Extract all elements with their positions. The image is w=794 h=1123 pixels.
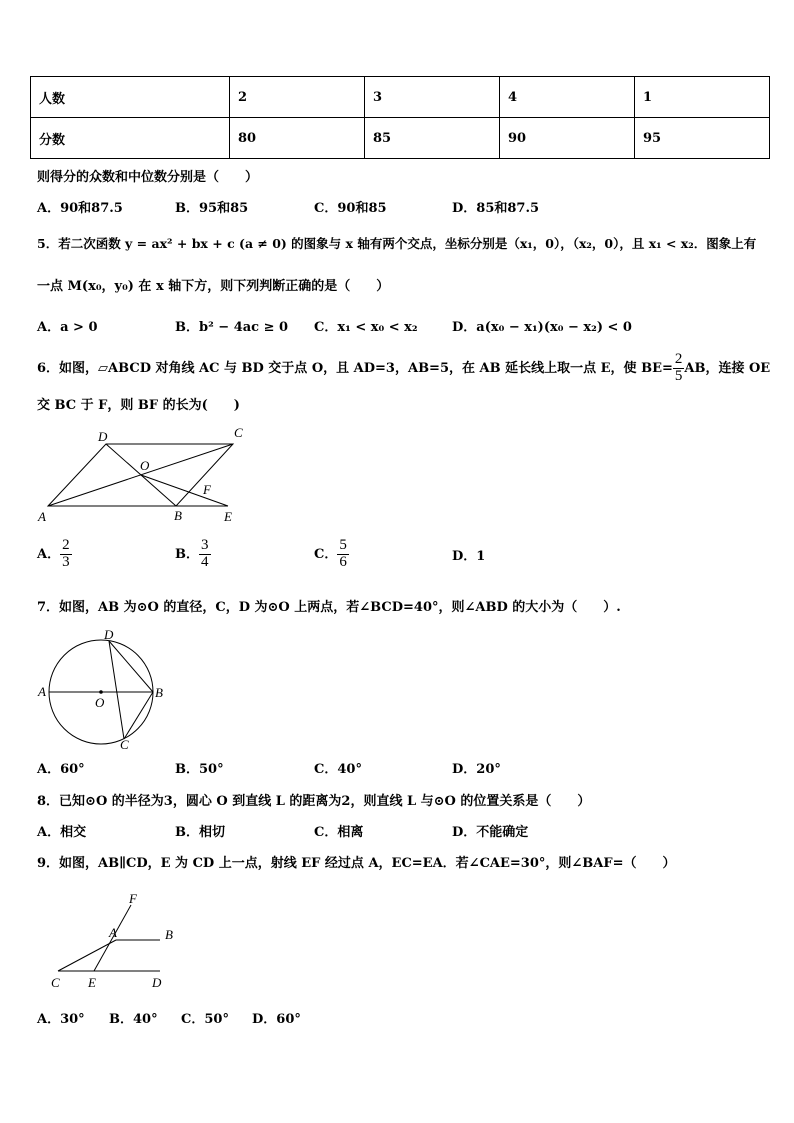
q8-option-a: A．相交 xyxy=(37,825,87,840)
table-cell: 4 xyxy=(500,77,635,118)
label-b: B xyxy=(165,927,173,942)
label-d: D xyxy=(152,975,162,990)
fraction-numerator: 2 xyxy=(674,351,683,367)
q8-stem: 8．已知⊙O 的半径为3，圆心 O 到直线 L 的距离为2，则直线 L 与⊙O 的位置关系是（ ） xyxy=(37,794,591,809)
label-f: F xyxy=(129,891,137,906)
q9-option-a: A．30° xyxy=(37,1012,85,1027)
q5-option-c: C．x₁ < x₀ < x₂ xyxy=(314,320,418,335)
fraction-numerator: 5 xyxy=(339,537,347,553)
label-d: D xyxy=(104,627,114,642)
segment-ca xyxy=(58,940,116,971)
label-c: C xyxy=(234,425,243,440)
fraction-denominator: 6 xyxy=(339,553,347,570)
q9-option-c: C．50° xyxy=(181,1012,229,1027)
q6-line1-start: 6．如图，▱ABCD 对角线 AC 与 BD 交于点 O，且 AD=3，AB=5，在 AB 延长线上取一点 E，使 BE= xyxy=(37,360,673,376)
label-c: C xyxy=(120,737,129,752)
q4-option-a: A．90和87.5 xyxy=(37,201,123,216)
label-o: O xyxy=(95,695,105,710)
q9-option-b: B．40° xyxy=(109,1012,158,1027)
q8-option-b: B．相切 xyxy=(175,825,225,840)
q8-option-d: D．不能确定 xyxy=(452,825,529,840)
q9-option-d: D．60° xyxy=(252,1012,301,1027)
table-cell: 95 xyxy=(635,118,770,159)
q5-option-d: D．a(x₀ − x₁)(x₀ − x₂) < 0 xyxy=(452,320,632,335)
table-cell: 80 xyxy=(230,118,365,159)
option-prefix: C． xyxy=(314,546,338,562)
table-cell: 2 xyxy=(230,77,365,118)
fraction-denominator: 4 xyxy=(201,553,209,570)
q4-option-d: D．85和87.5 xyxy=(452,201,540,216)
option-prefix: A． xyxy=(37,546,61,562)
label-e: E xyxy=(88,975,96,990)
label-d: D xyxy=(98,429,108,444)
q5-option-b: B．b² − 4ac ≥ 0 xyxy=(175,320,289,335)
q7-option-b: B．50° xyxy=(175,762,224,777)
table-cell: 3 xyxy=(365,77,500,118)
q9-stem: 9．如图，AB∥CD，E 为 CD 上一点，射线 EF 经过点 A，EC=EA．若∠CAE=30°，则∠BAF=（ ） xyxy=(37,856,676,871)
q4-stem: 则得分的众数和中位数分别是（ ） xyxy=(37,170,259,185)
label-c: C xyxy=(51,975,60,990)
table-cell: 分数 xyxy=(31,118,230,159)
table-cell: 人数 xyxy=(31,77,230,118)
fraction-numerator: 2 xyxy=(62,537,70,553)
q5-option-a: A．a > 0 xyxy=(37,320,98,335)
option-prefix: B． xyxy=(175,546,199,562)
table-cell: 90 xyxy=(500,118,635,159)
q7-option-d: D．20° xyxy=(452,762,501,777)
q5-line2: 一点 M(x₀，y₀) 在 x 轴下方，则下列判断正确的是（ ） xyxy=(37,279,390,294)
q7-stem: 7．如图，AB 为⊙O 的直径，C，D 为⊙O 上两点，若∠BCD=40°，则∠ABD 的大小为（ ）. xyxy=(37,600,621,615)
fraction-numerator: 3 xyxy=(201,537,209,553)
label-f: F xyxy=(203,482,211,497)
label-a: A xyxy=(38,684,46,699)
option-value: 1 xyxy=(476,549,486,564)
label-b: B xyxy=(174,508,182,523)
q8-option-c: C．相离 xyxy=(314,825,364,840)
q5-line1: 5．若二次函数 y = ax² + bx + c (a ≠ 0) 的图象与 x 轴有两个交点，坐标分别是（x₁，0），（x₂，0），且 x₁ < x₂．图象上有 xyxy=(37,236,757,251)
option-prefix: D． xyxy=(452,549,477,564)
q7-option-a: A．60° xyxy=(37,762,85,777)
q6-line2: 交 BC 于 F，则 BF 的长为( ) xyxy=(37,398,240,413)
q4-option-c: C．90和85 xyxy=(314,201,387,216)
q7-option-c: C．40° xyxy=(314,762,362,777)
label-b: B xyxy=(155,685,163,700)
q4-option-b: B．95和85 xyxy=(175,201,249,216)
fraction-denominator: 3 xyxy=(62,553,70,570)
label-e: E xyxy=(224,509,232,524)
table-cell: 85 xyxy=(365,118,500,159)
label-a: A xyxy=(38,509,46,524)
fraction-denominator: 5 xyxy=(674,367,683,384)
label-a: A xyxy=(109,925,117,940)
q6-line1-end: AB，连接 OE xyxy=(684,360,771,376)
label-o: O xyxy=(140,458,150,473)
table-cell: 1 xyxy=(635,77,770,118)
